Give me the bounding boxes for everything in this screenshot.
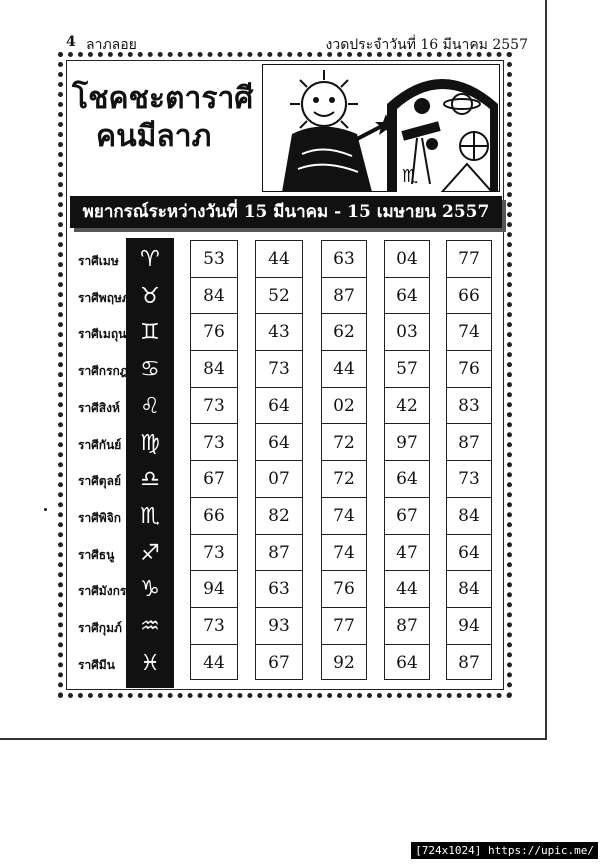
lucky-number-cell: 84 bbox=[447, 571, 491, 608]
svg-text:♎: ♎ bbox=[140, 467, 160, 493]
lucky-number-cell: 76 bbox=[191, 314, 237, 351]
lucky-number-cell: 93 bbox=[256, 608, 302, 645]
lucky-number-cell: 64 bbox=[256, 425, 302, 462]
lucky-number-cell: 73 bbox=[191, 388, 237, 425]
publication-name: ลาภลอย bbox=[86, 37, 137, 53]
lucky-number-cell: 87 bbox=[256, 535, 302, 572]
lucky-number-cell: 73 bbox=[191, 425, 237, 462]
scorpio-scorpion-icon bbox=[128, 500, 172, 530]
zodiac-sign-label: ราศีกรกฎ bbox=[78, 364, 128, 379]
zodiac-sign-label: ราศีเมษ bbox=[78, 254, 119, 268]
zodiac-sign-label: ราศีมังกร bbox=[78, 584, 127, 599]
virgo-maiden-icon bbox=[128, 427, 172, 457]
lucky-number-cell: 47 bbox=[385, 535, 429, 572]
capricorn-goat-icon bbox=[128, 573, 172, 603]
lucky-number-cell: 83 bbox=[447, 388, 491, 425]
lucky-number-cell: 84 bbox=[191, 351, 237, 388]
zodiac-sign-label: ราศีพฤษภ bbox=[78, 290, 130, 305]
lucky-number-cell: 87 bbox=[447, 425, 491, 462]
lucky-number-cell: 97 bbox=[385, 425, 429, 462]
lucky-number-cell: 66 bbox=[447, 278, 491, 315]
lucky-number-cell: 04 bbox=[385, 241, 429, 278]
lucky-number-cell: 73 bbox=[191, 535, 237, 572]
lucky-number-cell: 77 bbox=[322, 608, 366, 645]
lucky-number-cell: 94 bbox=[191, 571, 237, 608]
svg-text:♏: ♏ bbox=[402, 166, 419, 187]
lucky-number-cell: 87 bbox=[322, 278, 366, 315]
lucky-number-column bbox=[190, 240, 238, 680]
zodiac-sign-label: ราศีธนู bbox=[78, 547, 115, 562]
title-line-2: คนมีลาภ bbox=[96, 119, 212, 154]
zodiac-sign-label: ราศีตุลย์ bbox=[78, 474, 121, 489]
lucky-number-cell: 94 bbox=[447, 608, 491, 645]
taurus-bull-icon bbox=[128, 280, 172, 310]
image-watermark: [724x1024] https://upic.me/ bbox=[411, 842, 598, 859]
leo-lion-icon bbox=[128, 390, 172, 420]
aries-ram-icon bbox=[128, 243, 172, 273]
zodiac-sign-label: ราศีกุมภ์ bbox=[78, 621, 122, 635]
cancer-crab-icon bbox=[128, 353, 172, 383]
lucky-number-cell: 67 bbox=[191, 461, 237, 498]
zodiac-sign-label: ราศีมีน bbox=[78, 657, 115, 672]
lucky-number-cell: 72 bbox=[322, 461, 366, 498]
zodiac-sign-label: ราศีกันย์ bbox=[78, 437, 122, 452]
svg-text:♑: ♑ bbox=[140, 577, 160, 603]
lucky-number-cell: 76 bbox=[447, 351, 491, 388]
svg-text:♏: ♏ bbox=[140, 503, 160, 529]
lucky-number-cell: 67 bbox=[268, 652, 290, 673]
lucky-number-cell: 73 bbox=[447, 461, 491, 498]
gemini-twins-icon bbox=[128, 316, 172, 346]
lucky-number-cell: 42 bbox=[385, 388, 429, 425]
svg-text:♓: ♓ bbox=[140, 650, 160, 676]
page-number: 4 bbox=[66, 34, 76, 50]
lucky-number-cell: 87 bbox=[385, 608, 429, 645]
lucky-number-cell: 87 bbox=[458, 652, 480, 673]
page-edge-right bbox=[545, 0, 547, 740]
lucky-number-cell: 64 bbox=[396, 652, 418, 673]
svg-text:♊: ♊ bbox=[140, 320, 160, 346]
lucky-number-cell: 53 bbox=[191, 241, 237, 278]
svg-text:♈: ♈ bbox=[140, 247, 160, 272]
lucky-number-cell: 84 bbox=[447, 498, 491, 535]
zodiac-sign-label: ราศีพิจิก bbox=[78, 510, 122, 525]
lucky-number-column bbox=[446, 240, 492, 680]
lucky-number-cell: 07 bbox=[256, 461, 302, 498]
lucky-number-cell: 76 bbox=[322, 571, 366, 608]
lucky-number-cell: 73 bbox=[191, 608, 237, 645]
lucky-number-cell: 92 bbox=[333, 652, 355, 673]
lucky-number-column bbox=[321, 240, 367, 680]
lucky-number-cell: 67 bbox=[385, 498, 429, 535]
aquarius-icon bbox=[128, 610, 172, 640]
lucky-number-column bbox=[255, 240, 303, 680]
lucky-number-cell: 57 bbox=[385, 351, 429, 388]
title-line-1: โชคชะตาราศี bbox=[72, 81, 254, 116]
column-title bbox=[72, 80, 262, 156]
issue-date: งวดประจำวันที่ 16 มีนาคม 2557 bbox=[325, 37, 528, 53]
lucky-number-cell: 44 bbox=[256, 241, 302, 278]
lucky-number-cell: 74 bbox=[322, 535, 366, 572]
lucky-number-cell: 64 bbox=[385, 461, 429, 498]
svg-text:♐: ♐ bbox=[140, 540, 160, 566]
zodiac-sign-label: ราศีสิงห์ bbox=[78, 400, 120, 415]
astrologer-illustration bbox=[262, 64, 500, 192]
lucky-number-cell: 64 bbox=[256, 388, 302, 425]
lucky-number-cell: 44 bbox=[385, 571, 429, 608]
lucky-number-cell: 72 bbox=[322, 425, 366, 462]
lucky-number-cell: 44 bbox=[203, 652, 225, 673]
page-header bbox=[66, 34, 528, 54]
zodiac-sign-label: ราศีเมถุน bbox=[78, 327, 127, 342]
lucky-number-cell: 73 bbox=[256, 351, 302, 388]
svg-text:♉: ♉ bbox=[140, 283, 160, 309]
lucky-number-cell: 64 bbox=[385, 278, 429, 315]
lucky-number-cell: 74 bbox=[322, 498, 366, 535]
lucky-number-cell: 43 bbox=[256, 314, 302, 351]
lucky-number-cell: 02 bbox=[322, 388, 366, 425]
lucky-number-cell: 62 bbox=[322, 314, 366, 351]
libra-scales-icon bbox=[128, 463, 172, 493]
lucky-number-cell: 64 bbox=[447, 535, 491, 572]
svg-text:♍: ♍ bbox=[140, 430, 160, 456]
lucky-number-cell: 63 bbox=[256, 571, 302, 608]
lucky-number-cell: 44 bbox=[322, 351, 366, 388]
lucky-number-cell: 74 bbox=[447, 314, 491, 351]
pisces-fish-icon bbox=[128, 647, 172, 677]
page-edge-bottom bbox=[0, 738, 545, 740]
lucky-number-cell: 84 bbox=[191, 278, 237, 315]
lucky-number-cell: 03 bbox=[385, 314, 429, 351]
lucky-number-cell: 77 bbox=[447, 241, 491, 278]
svg-text:♋: ♋ bbox=[140, 357, 160, 383]
scan-speck bbox=[44, 508, 47, 511]
lucky-number-cell: 63 bbox=[322, 241, 366, 278]
svg-text:♌: ♌ bbox=[140, 393, 160, 419]
lucky-number-cell: 82 bbox=[256, 498, 302, 535]
lucky-number-column bbox=[384, 240, 430, 680]
lucky-number-cell: 66 bbox=[191, 498, 237, 535]
forecast-period-banner: พยากรณ์ระหว่างวันที่ 15 มีนาคม - 15 เมษายน 2557 bbox=[70, 196, 502, 228]
svg-text:♒: ♒ bbox=[140, 614, 160, 639]
sagittarius-archer-icon bbox=[128, 537, 172, 567]
lucky-number-cell: 52 bbox=[256, 278, 302, 315]
